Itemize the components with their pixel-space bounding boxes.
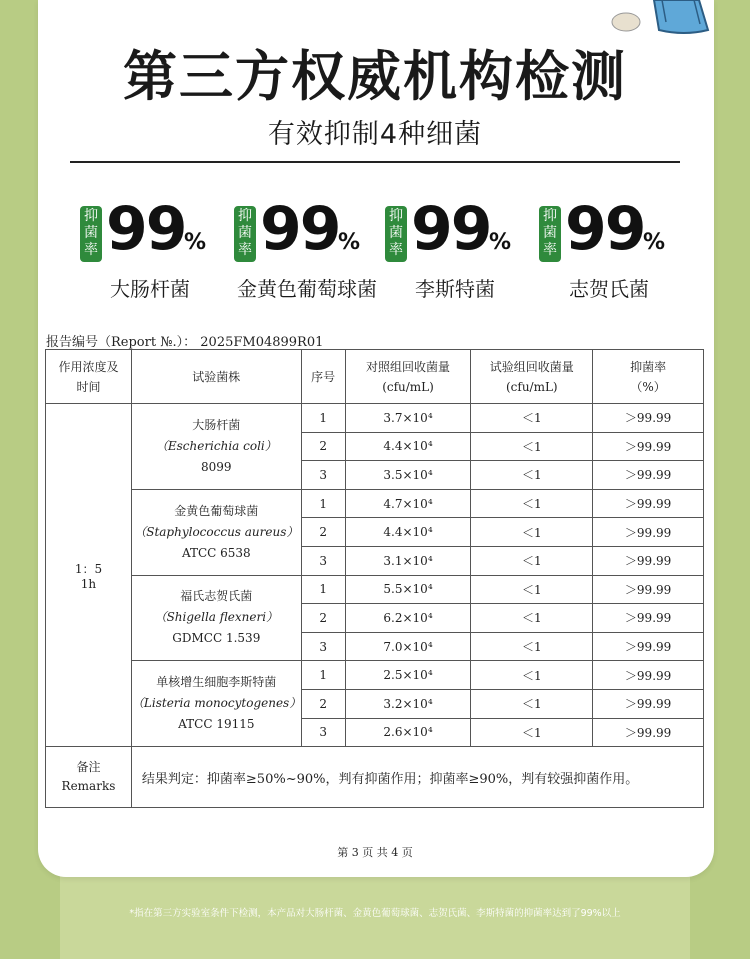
- test-results-table: [45, 349, 704, 808]
- stat-name: 李斯特菌: [415, 277, 495, 301]
- control-cell: 7.0×10⁴: [345, 632, 471, 661]
- strain-name: 大肠杆菌: [192, 417, 241, 432]
- remarks-text: 结果判定：抑菌率≥50%~90%，判有抑菌作用；抑菌率≥90%，判有较强抑菌作用。: [131, 747, 703, 808]
- rate-cell: ＞99.99: [593, 575, 704, 604]
- report-number-label: 报告编号（Report №.）：: [46, 335, 197, 350]
- stat-unit: %: [184, 230, 207, 255]
- header-concentration: 作用浓度及时间: [46, 350, 132, 404]
- seq-cell: 2: [301, 432, 345, 461]
- strain-name: 金黄色葡萄球菌: [174, 503, 259, 518]
- strain-name: 单核增生细胞李斯特菌: [156, 675, 277, 690]
- stat-unit: %: [489, 230, 512, 255]
- stat-name: 金黄色葡萄球菌: [237, 277, 377, 301]
- inhibition-badge: 抑菌率: [80, 206, 102, 262]
- test-cell: ＜1: [471, 432, 593, 461]
- control-cell: 3.5×10⁴: [345, 461, 471, 490]
- header-rate-unit: （%）: [630, 379, 666, 394]
- stat-shigella: [539, 194, 689, 310]
- test-cell: ＜1: [471, 489, 593, 518]
- table-row: [46, 661, 704, 690]
- seq-cell: 3: [301, 461, 345, 490]
- test-cell: ＜1: [471, 689, 593, 718]
- header-seq: 序号: [301, 350, 345, 404]
- strain-name: 福氏志贺氏菌: [180, 589, 253, 604]
- seq-cell: 1: [301, 575, 345, 604]
- header-rate-label: 抑菌率: [630, 359, 667, 374]
- test-cell: ＜1: [471, 575, 593, 604]
- strain-latin: （Listeria monocytogenes）: [131, 696, 302, 711]
- page-title: 第三方权威机构检测: [123, 45, 627, 108]
- rate-cell: ＞99.99: [593, 604, 704, 633]
- rate-cell: ＞99.99: [593, 689, 704, 718]
- footnote: *指在第三方实验室条件下检测，本产品对大肠杆菌、金黄色葡萄球菌、志贺氏菌、李斯特菌的抑菌率达到了99%以上: [129, 908, 621, 919]
- strain-code: ATCC 19115: [178, 717, 255, 732]
- stat-e-coli: [80, 194, 230, 310]
- strain-cell: [131, 661, 301, 747]
- strain-cell: [131, 404, 301, 490]
- seq-cell: 1: [301, 661, 345, 690]
- control-cell: 4.4×10⁴: [345, 518, 471, 547]
- title-divider: [70, 161, 680, 163]
- strain-cell: [131, 575, 301, 661]
- control-cell: 5.5×10⁴: [345, 575, 471, 604]
- remarks-label-en: Remarks: [61, 779, 116, 794]
- seq-cell: 2: [301, 689, 345, 718]
- report-number-value: 2025FM04899R01: [200, 335, 324, 350]
- table-row: [46, 489, 704, 518]
- rate-cell: ＞99.99: [593, 661, 704, 690]
- strain-latin: （Shigella flexneri）: [154, 610, 279, 625]
- test-cell: ＜1: [471, 404, 593, 433]
- remarks-row: [46, 747, 704, 808]
- table-row: [46, 575, 704, 604]
- strain-code: 8099: [201, 459, 232, 474]
- header-control-unit: (cfu/mL): [382, 379, 434, 394]
- control-cell: 4.4×10⁴: [345, 432, 471, 461]
- header-strain: 试验菌株: [131, 350, 301, 404]
- strain-cell: [131, 489, 301, 575]
- report-number: [46, 331, 323, 350]
- seq-cell: 1: [301, 489, 345, 518]
- stat-staphylococcus: [234, 194, 384, 310]
- control-cell: 6.2×10⁴: [345, 604, 471, 633]
- stat-name: 志贺氏菌: [569, 277, 649, 301]
- mascot-illustration: [604, 0, 714, 36]
- inhibition-badge: 抑菌率: [234, 206, 256, 262]
- inhibition-badge: 抑菌率: [539, 206, 561, 262]
- control-cell: 2.6×10⁴: [345, 718, 471, 747]
- page-indicator: 第 3 页 共 4 页: [337, 846, 413, 859]
- seq-cell: 3: [301, 718, 345, 747]
- test-cell: ＜1: [471, 546, 593, 575]
- strain-latin: （Escherichia coli）: [155, 438, 277, 453]
- rate-cell: ＞99.99: [593, 461, 704, 490]
- stat-value: 99: [106, 194, 186, 264]
- control-cell: 4.7×10⁴: [345, 489, 471, 518]
- page-subtitle: 有效抑制4种细菌: [267, 119, 483, 150]
- table-row: [46, 404, 704, 433]
- rate-cell: ＞99.99: [593, 546, 704, 575]
- stat-name: 大肠杆菌: [110, 277, 190, 301]
- header-test: [471, 350, 593, 404]
- test-cell: ＜1: [471, 461, 593, 490]
- stat-value: 99: [260, 194, 340, 264]
- rate-cell: ＞99.99: [593, 489, 704, 518]
- control-cell: 3.2×10⁴: [345, 689, 471, 718]
- seq-cell: 3: [301, 632, 345, 661]
- seq-cell: 2: [301, 604, 345, 633]
- stats-row: [80, 194, 680, 310]
- seq-cell: 3: [301, 546, 345, 575]
- rate-cell: ＞99.99: [593, 404, 704, 433]
- rate-cell: ＞99.99: [593, 718, 704, 747]
- stat-unit: %: [338, 230, 361, 255]
- test-cell: ＜1: [471, 604, 593, 633]
- concentration-cell: [46, 404, 132, 747]
- rate-cell: ＞99.99: [593, 632, 704, 661]
- header-control-label: 对照组回收菌量: [366, 359, 451, 374]
- header-rate: [593, 350, 704, 404]
- seq-cell: 2: [301, 518, 345, 547]
- table-header-row: [46, 350, 704, 404]
- strain-code: ATCC 6538: [181, 545, 251, 560]
- strain-latin: （Staphylococcus aureus）: [134, 524, 299, 539]
- test-cell: ＜1: [471, 518, 593, 547]
- test-cell: ＜1: [471, 632, 593, 661]
- rate-cell: ＞99.99: [593, 432, 704, 461]
- stat-value: 99: [411, 194, 491, 264]
- header-test-unit: (cfu/mL): [505, 379, 558, 394]
- control-cell: 3.7×10⁴: [345, 404, 471, 433]
- strain-code: GDMCC 1.539: [172, 631, 261, 646]
- control-cell: 2.5×10⁴: [345, 661, 471, 690]
- test-cell: ＜1: [471, 718, 593, 747]
- concentration-time: 1h: [80, 576, 97, 591]
- control-cell: 3.1×10⁴: [345, 546, 471, 575]
- stat-unit: %: [643, 230, 666, 255]
- remarks-label: 备注: [76, 760, 101, 775]
- concentration-ratio: 1：5: [74, 561, 103, 576]
- inhibition-badge: 抑菌率: [385, 206, 407, 262]
- stat-value: 99: [565, 194, 645, 264]
- stat-listeria: [385, 194, 535, 310]
- test-cell: ＜1: [471, 661, 593, 690]
- header-test-label: 试验组回收菌量: [489, 359, 574, 374]
- seq-cell: 1: [301, 404, 345, 433]
- remarks-label-cell: [46, 747, 132, 808]
- header-control: [345, 350, 471, 404]
- rate-cell: ＞99.99: [593, 518, 704, 547]
